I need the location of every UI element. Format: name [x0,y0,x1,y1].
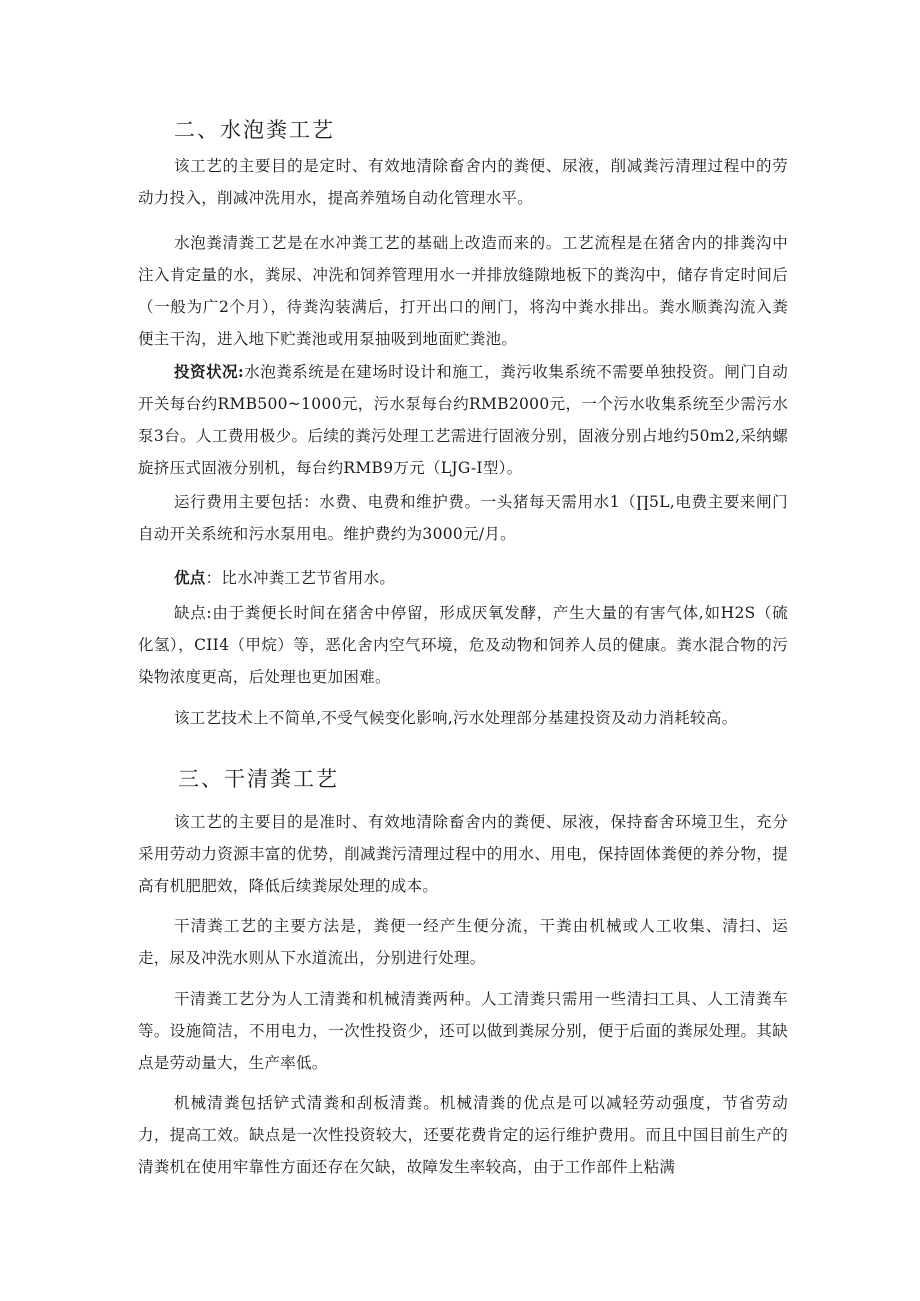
section-2-paragraph-3 [138,356,788,484]
section-3-paragraph-1: 该工艺的主要目的是准时、有效地清除畜舍内的粪便、尿液，保持畜舍环境卫生，充分采用劳动力资源丰富的优势，削减粪污清理过程中的用水、用电，保持固体粪便的养分物，提高有机肥肥效，降低后续粪尿处理的成本。 [138,813,788,895]
section-2-paragraph-4: 运行费用主要包括：水费、电费和维护费。一头猪每天需用水1（∏5L,电费主要来闸门自动开关系统和污水泵用电。维护费约为3000元/月。 [138,493,788,543]
section-2-paragraph-1: 该工艺的主要目的是定时、有效地清除畜舍内的粪便、尿液，削减粪污清理过程中的劳动力投入，削减冲洗用水，提高养殖场自动化管理水平。 [138,157,788,207]
investment-text: 水泡粪系统是在建场时设计和施工，粪污收集系统不需要单独投资。闸门自动开关每台约RMB500~1000元，污水泵每台约RMB2000元，一个污水收集系统至少需污水泵3台。人工费用极少。后续的粪污处理工艺需进行固液分别，固液分别占地约50m2,采纳螺旋挤压式固液分别机，每台约RMB9万元（LJG-I型）。 [138,363,788,477]
section-3-paragraph-2: 干清粪工艺的主要方法是，粪便一经产生便分流，干粪由机械或人工收集、清扫、运走，尿及冲洗水则从下水道流出，分别进行处理。 [138,917,788,967]
section-3-paragraph-4: 机械清粪包括铲式清粪和刮板清粪。机械清粪的优点是可以减轻劳动强度，节省劳动力，提高工效。缺点是一次性投资较大，还要花费肯定的运行维护费用。而且中国目前生产的清粪机在使用牢靠性方面还存在欠缺，故障发生率较高，由于工作部件上粘满 [138,1094,788,1176]
section-2-paragraph-6: 缺点:由于粪便长时间在猪舍中停留，形成厌氧发酵，产生大量的有害气体,如H2S（硫化氢），CII4（甲烷）等，恶化舍内空气环境，危及动物和饲养人员的健康。粪水混合物的污染物浓度更高，后处理也更加困难。 [138,604,788,686]
section-2-paragraph-2: 水泡粪清粪工艺是在水冲粪工艺的基础上改造而来的。工艺流程是在猪舍内的排粪沟中注入肯定量的水，粪尿、冲洗和饲养管理用水一并排放缝隙地板下的粪沟中，储存肯定时间后（一般为广2个月），待粪沟装满后，打开出口的闸门，将沟中粪水排出。粪水顺粪沟流入粪便主干沟，进入地下贮粪池或用泵抽吸到地面贮粪池。 [138,234,788,348]
section-3-paragraph-3: 干清粪工艺分为人工清粪和机械清粪两种。人工清粪只需用一些清扫工具、人工清粪车等。设施简洁，不用电力，一次性投资少，还可以做到粪尿分别，便于后面的粪尿处理。其缺点是劳动量大，生产率低。 [138,990,788,1072]
advantage-label: 优点 [174,568,206,587]
section-3-heading: 三、干清粪工艺 [178,767,339,791]
section-2-heading: 二、水泡粪工艺 [174,118,335,142]
section-2-paragraph-5 [138,562,788,594]
investment-label: 投资状况: [174,362,245,381]
advantage-text: ：比水冲粪工艺节省用水。 [205,569,396,587]
section-2-paragraph-7: 该工艺技术上不简单,不受气候变化影响,污水处理部分基建投资及动力消耗较高。 [174,709,738,727]
